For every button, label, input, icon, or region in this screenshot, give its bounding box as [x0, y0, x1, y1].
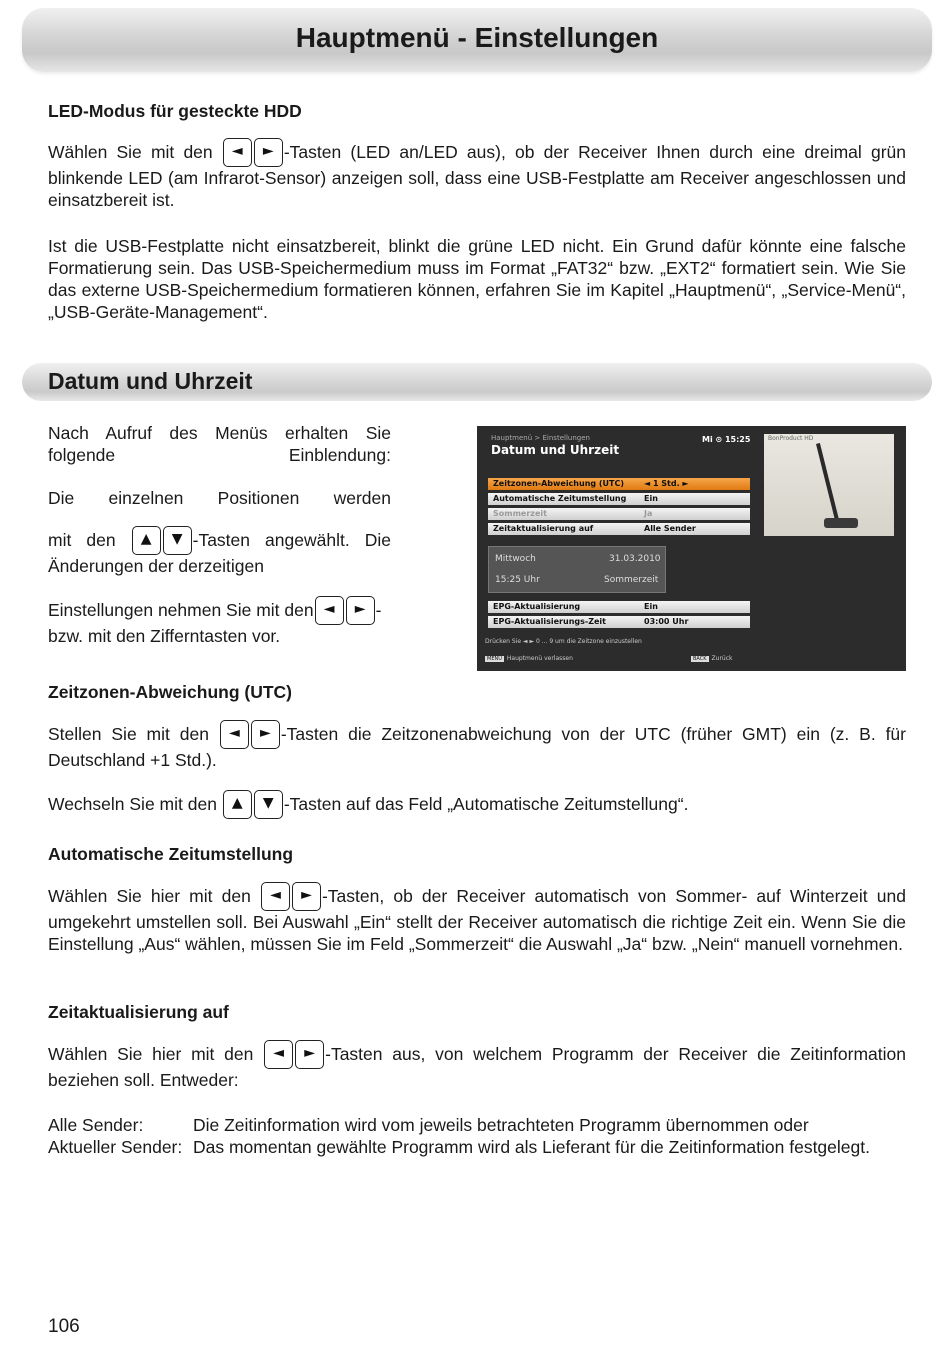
datum-intro-3-after: - bzw. mit den Zifferntasten vor. — [48, 600, 382, 646]
footer-back — [691, 655, 733, 662]
row-label: EPG-Aktualisierungs-Zeit — [493, 617, 606, 626]
menu-key-label: Hauptmenü verlassen — [506, 655, 573, 662]
screenshot-clock: Mi ⊙ 15:25 — [702, 435, 751, 444]
row-value: Alle Sender — [644, 524, 696, 533]
page-title: Hauptmenü - Einstellungen — [295, 22, 659, 53]
auto-p1-after: -Tasten, ob der Receiver automatisch von Sommer- auf Winterzeit und umgekehrt umstellen soll. Bei Auswahl „Ein“ stellt der Receiver automatisch die richtige Zeit ein. Wenn Sie die Einstellung „Aus“ wählen, müssen Sie im Feld „Sommerzeit“ die Auswahl „Ja“ bzw. „Nein“ manuell vornehmen. — [48, 886, 906, 954]
preview-image-base — [824, 518, 858, 528]
left-arrow-key-icon: ◄ — [315, 596, 344, 625]
menu-row-update — [488, 523, 750, 535]
row-value: ◄ 1 Std. ► — [644, 479, 689, 488]
option-text: Das momentan gewählte Programm wird als Lieferant für die Zeitinformation festgelegt. — [193, 1137, 870, 1157]
row-label: Zeitaktualisierung auf — [493, 524, 594, 533]
screenshot-title: Datum und Uhrzeit — [491, 443, 620, 457]
datum-intro-2a: Die einzelnen Positionen werden — [48, 488, 391, 508]
screenshot-hint: Drücken Sie ◄ ► 0 ... 9 um die Zeitzone einzustellen — [485, 638, 642, 645]
option-label: Aktueller Sender: — [48, 1137, 183, 1157]
led-p1-before: Wählen Sie mit den — [48, 142, 213, 162]
page-number: 106 — [48, 1316, 80, 1337]
preview-channel: BonProduct HD — [768, 435, 814, 442]
led-heading: LED-Modus für gesteckte HDD — [48, 101, 302, 121]
option-label: Alle Sender: — [48, 1115, 144, 1135]
row-value: Ein — [644, 494, 658, 503]
left-right-keys — [263, 1040, 325, 1069]
utc-p2-before: Wechseln Sie mit den — [48, 794, 217, 814]
utc-heading: Zeitzonen-Abweichung (UTC) — [48, 682, 293, 702]
row-value: Ja — [644, 509, 653, 518]
menu-row-summer — [488, 508, 750, 520]
row-label: Zeitzonen-Abweichung (UTC) — [493, 479, 625, 488]
row-label: Automatische Zeitumstellung — [493, 494, 627, 503]
up-arrow-key-icon: ▲ — [223, 790, 252, 819]
left-right-keys — [314, 596, 376, 625]
section-title: Datum und Uhrzeit — [48, 368, 253, 394]
up-down-keys — [222, 790, 284, 819]
datum-intro-3-before: Einstellungen nehmen Sie mit den — [48, 600, 314, 620]
utc-p1-before: Stellen Sie mit den — [48, 724, 209, 744]
datum-intro-2b-after: -Tasten angewählt. Die Änderungen der derzeitigen — [48, 530, 391, 576]
menu-row-utc — [488, 478, 750, 490]
utc-paragraph-2 — [48, 790, 906, 819]
down-arrow-key-icon: ▼ — [254, 790, 283, 819]
up-arrow-key-icon: ▲ — [132, 526, 161, 555]
row-value: 03:00 Uhr — [644, 617, 689, 626]
auto-p1-before: Wählen Sie hier mit den — [48, 886, 251, 906]
right-arrow-key-icon: ► — [292, 882, 321, 911]
update-heading: Zeitaktualisierung auf — [48, 1002, 229, 1022]
left-arrow-key-icon: ◄ — [264, 1040, 293, 1069]
date-time-box — [488, 546, 666, 593]
datum-intro-2b — [48, 526, 391, 577]
left-right-keys — [260, 882, 322, 911]
left-arrow-key-icon: ◄ — [220, 720, 249, 749]
option-row-aktueller-sender — [48, 1136, 870, 1158]
auto-paragraph-1 — [48, 882, 906, 955]
footer-menu — [485, 655, 573, 662]
update-p1-after: -Tasten aus, von welchem Programm der Receiver die Zeitinformation beziehen soll. Entweder: — [48, 1044, 906, 1090]
datum-intro-3 — [48, 596, 391, 647]
back-key-label: Zurück — [711, 655, 733, 662]
right-arrow-key-icon: ► — [346, 596, 375, 625]
row-label: Sommerzeit — [493, 509, 547, 518]
left-right-keys — [219, 720, 281, 749]
datum-intro-2b-before: mit den — [48, 530, 116, 550]
preview-image-pole — [816, 443, 839, 522]
up-down-keys — [131, 526, 193, 555]
auto-heading: Automatische Zeitumstellung — [48, 844, 294, 864]
led-paragraph-1 — [48, 138, 906, 211]
right-arrow-key-icon: ► — [295, 1040, 324, 1069]
left-arrow-key-icon: ◄ — [223, 138, 252, 167]
right-arrow-key-icon: ► — [254, 138, 283, 167]
option-text: Die Zeitinformation wird vom jeweils betrachteten Programm übernommen oder — [193, 1115, 809, 1135]
utc-p1-after: -Tasten die Zeitzonenabweichung von der UTC (früher GMT) ein (z. B. für Deutschland +1 Std.). — [48, 724, 906, 770]
right-arrow-key-icon: ► — [251, 720, 280, 749]
date-value: 31.03.2010 — [609, 554, 661, 564]
menu-screenshot — [477, 426, 906, 671]
led-paragraph-2: Ist die USB-Festplatte nicht einsatzbereit, blinkt die grüne LED nicht. Ein Grund dafür könnte eine falsche Formatierung sein. Das USB-Speichermedium muss im Format „FAT32“ bzw. „EXT2“ formatiert sein. Wie Sie das externe USB-Speichermedium formatieren können, erfahren Sie im Kapitel „Hauptmenü“, „Service-Menü“, „USB-Geräte-Management“. — [48, 236, 906, 322]
menu-row-epg-time — [488, 616, 750, 628]
update-p1-before: Wählen Sie hier mit den — [48, 1044, 254, 1064]
utc-p2-after: -Tasten auf das Feld „Automatische Zeitumstellung“. — [283, 794, 689, 814]
menu-row-epg — [488, 601, 750, 613]
led-p1-after: -Tasten (LED an/LED aus), ob der Receiver Ihnen durch eine dreimal grün blinkende LED (am Infrarot-Sensor) anzeigen soll, dass eine USB-Festplatte am Receiver angeschlossen und einsatzbereit ist. — [48, 142, 906, 210]
option-row-alle-sender — [48, 1114, 809, 1136]
left-right-keys — [222, 138, 284, 167]
menu-row-auto — [488, 493, 750, 505]
time-value: 15:25 Uhr — [495, 575, 540, 585]
date-day: Mittwoch — [495, 554, 536, 564]
menu-key-tag: MENU — [487, 656, 502, 662]
down-arrow-key-icon: ▼ — [163, 526, 192, 555]
screenshot-breadcrumb: Hauptmenü > Einstellungen — [491, 434, 590, 442]
row-value: Ein — [644, 602, 658, 611]
row-label: EPG-Aktualisierung — [493, 602, 581, 611]
tv-preview — [764, 434, 894, 536]
back-key-tag: BACK — [693, 656, 707, 662]
season-value: Sommerzeit — [604, 575, 659, 585]
update-paragraph-1 — [48, 1040, 906, 1091]
utc-paragraph-1 — [48, 720, 906, 771]
datum-intro-1: Nach Aufruf des Menüs erhalten Sie folgende Einblendung: — [48, 423, 391, 465]
left-arrow-key-icon: ◄ — [261, 882, 290, 911]
